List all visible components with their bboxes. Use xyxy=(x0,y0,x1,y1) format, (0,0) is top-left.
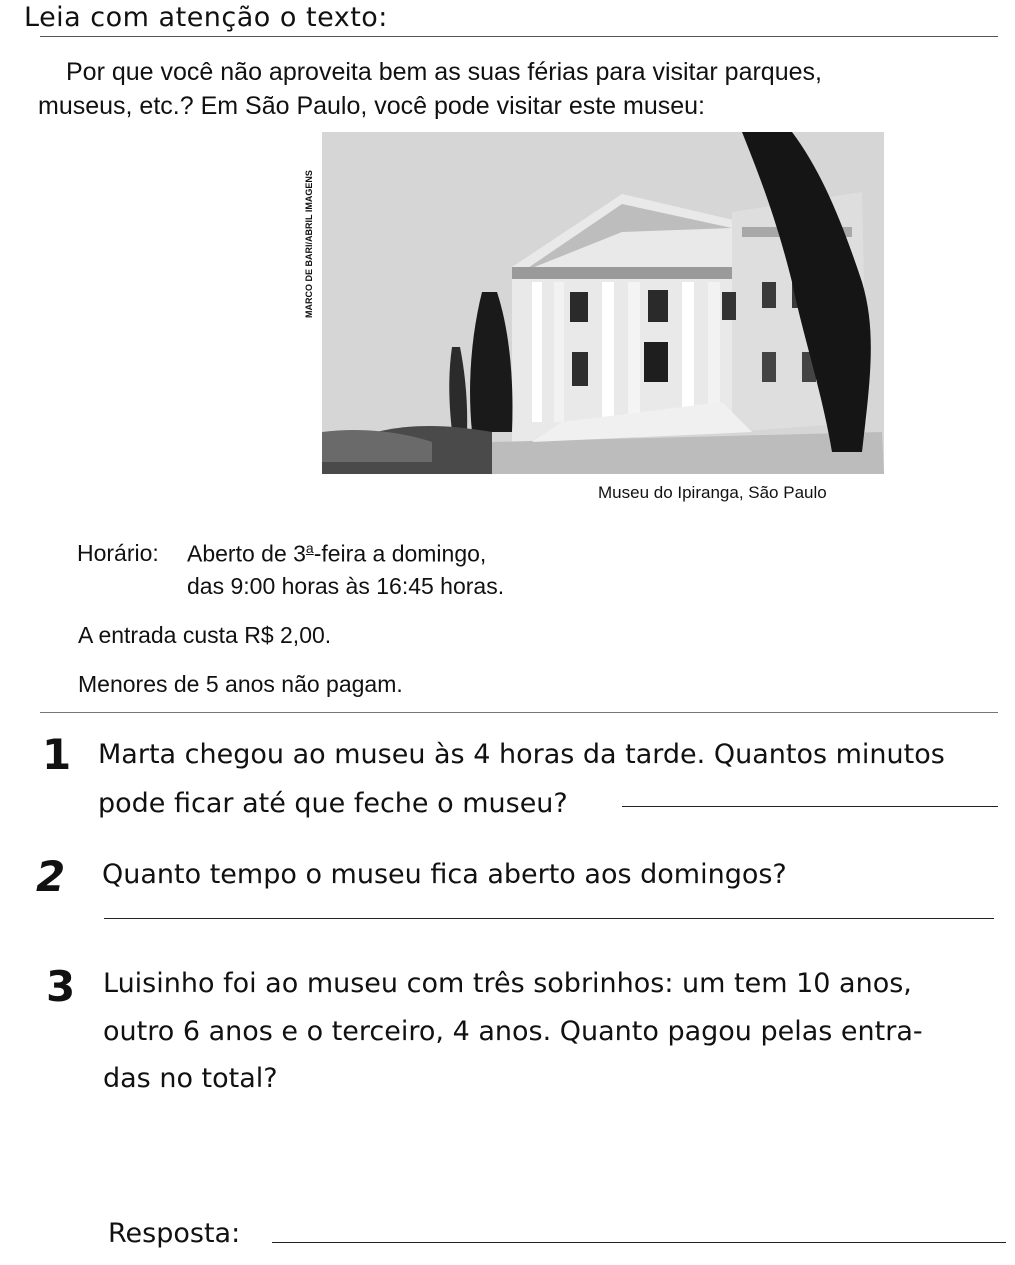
question-3-line-2: outro 6 anos e o terceiro, 4 anos. Quanto pagou pelas entra- xyxy=(103,1016,923,1047)
question-1-number: 1 xyxy=(42,730,72,779)
question-2-number: 2 xyxy=(36,852,66,901)
museum-photo xyxy=(322,132,884,474)
intro-line-1: Por que você não aproveita bem as suas férias para visitar parques, xyxy=(66,58,822,86)
info-divider xyxy=(40,712,998,713)
photo-credit-text: MARCO DE BARI/ABRIL IMAGENS xyxy=(304,170,314,318)
question-3-line-3: das no total? xyxy=(103,1063,278,1094)
ordinal-superscript: a xyxy=(305,540,314,556)
answer-label: Resposta: xyxy=(108,1218,241,1249)
question-3-number: 3 xyxy=(46,962,76,1011)
question-1-answer-line[interactable] xyxy=(622,806,998,807)
question-1-line-1: Marta chegou ao museu às 4 horas da tarde. Quantos minutos xyxy=(98,739,945,770)
question-1-line-2: pode ficar até que feche o museu? xyxy=(98,788,568,819)
museum-illustration xyxy=(322,132,884,474)
heading-divider xyxy=(40,36,998,37)
photo-credit xyxy=(296,146,320,318)
intro-line-2: museus, etc.? Em São Paulo, você pode visitar este museu: xyxy=(38,92,706,120)
question-2-answer-line[interactable] xyxy=(104,918,994,919)
question-2-line-1: Quanto tempo o museu fica aberto aos domingos? xyxy=(102,859,787,890)
hours-days xyxy=(187,540,486,568)
question-3-line-1: Luisinho foi ao museu com três sobrinhos: um tem 10 anos, xyxy=(103,968,912,999)
entry-price: A entrada custa R$ 2,00. xyxy=(78,622,332,648)
hours-days-suffix: -feira a domingo, xyxy=(313,540,487,567)
worksheet-heading: Leia com atenção o texto: xyxy=(24,2,388,33)
hours-label: Horário: xyxy=(77,540,159,566)
minors-note: Menores de 5 anos não pagam. xyxy=(78,671,403,697)
hours-days-prefix: Aberto de 3 xyxy=(187,540,306,567)
hours-times: das 9:00 horas às 16:45 horas. xyxy=(187,573,505,599)
photo-caption: Museu do Ipiranga, São Paulo xyxy=(598,483,827,502)
answer-line[interactable] xyxy=(272,1242,1006,1243)
